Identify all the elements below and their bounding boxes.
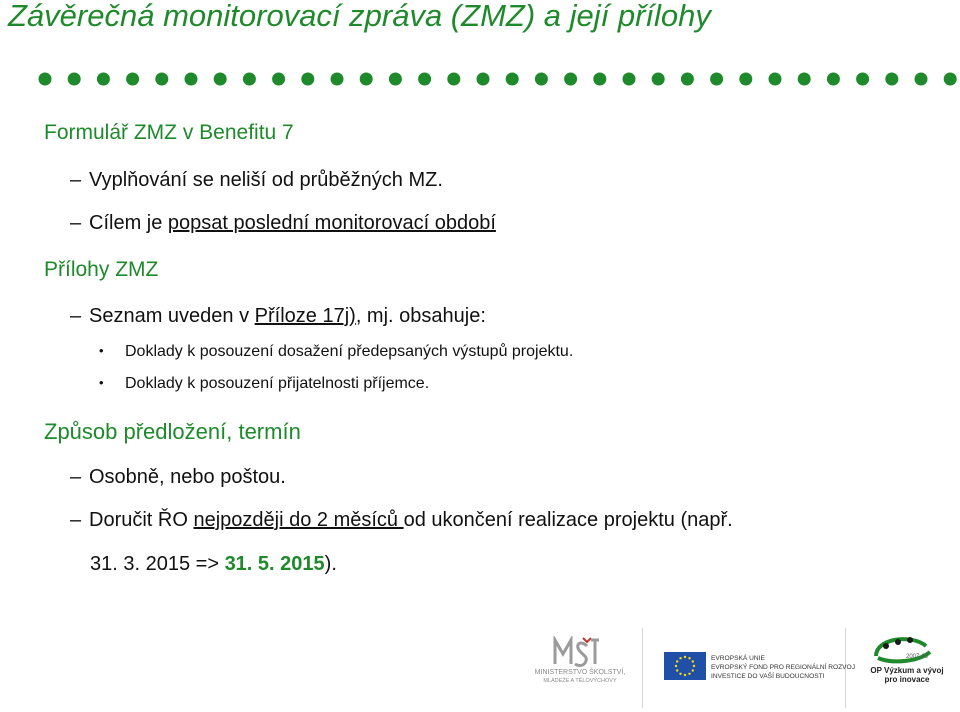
divider-dot [710,73,723,86]
divider-dot [827,73,840,86]
divider-dot [477,73,490,86]
link-priloha-17j[interactable]: Příloze 17j) [254,305,356,327]
dash-marker: – [70,169,82,191]
divider-dot [623,73,636,86]
item-dorucit-continuation: 31. 3. 2015 => 31. 5. 2015). [90,553,337,575]
divider-dot [915,73,928,86]
item-cilem: – Cílem je popsat poslední monitorovací období [70,212,496,234]
divider-dot [652,73,665,86]
dotted-divider [38,71,960,87]
eu-star [692,660,694,662]
eu-star [684,656,686,658]
divider-dot [97,73,110,86]
dash-marker: – [70,305,82,327]
eu-star [675,665,677,667]
divider-dot [301,73,314,86]
item-vyplnovani: – Vyplňování se neliší od průběžných MZ. [70,169,443,191]
footer-separator [642,628,643,708]
item-seznam: – Seznam uveden v Příloze 17j), mj. obsahuje: [70,305,486,327]
dash-marker: – [70,466,82,488]
divider-dot [185,73,198,86]
divider-dot [39,73,52,86]
eu-star [693,665,695,667]
divider-dot [214,73,227,86]
divider-dot [418,73,431,86]
divider-dot [739,73,752,86]
heading-zpusob: Způsob předložení, termín [44,419,301,444]
divider-dot [155,73,168,86]
eu-star [676,669,678,671]
divider-dot [360,73,373,86]
divider-dot [331,73,344,86]
eu-star [676,660,678,662]
divider-dot [885,73,898,86]
eu-star [692,669,694,671]
msmt-caption: MINISTERSTVO ŠKOLSTVÍ, MLÁDEŽE A TĚLOVÝCHOVY [534,669,626,684]
divider-dot [593,73,606,86]
divider-dot [272,73,285,86]
eu-star [679,673,681,675]
divider-dot [68,73,81,86]
eu-star [688,657,690,659]
divider-dot [447,73,460,86]
heading-prilohy: Přílohy ZMZ [44,258,159,281]
bullet-marker: • [99,343,104,358]
divider-dot [944,73,957,86]
eu-star [684,674,686,676]
dash-marker: – [70,212,82,234]
bullet-item: • Doklady k posouzení přijatelnosti příjemce. [99,375,430,392]
eu-star [679,657,681,659]
bullet-marker: • [99,375,104,390]
underlined-deadline: nejpozději do 2 měsíců [193,509,404,531]
bullet-item: • Doklady k posouzení dosažení předepsaných výstupů projektu. [99,343,574,360]
divider-dot [506,73,519,86]
divider-dot [243,73,256,86]
op-vvv-logo-icon [868,630,938,666]
divider-dot [389,73,402,86]
op-badge: 2007-13 [906,654,929,660]
divider-dot [126,73,139,86]
eu-caption: EVROPSKÁ UNIE EVROPSKÝ FOND PRO REGIONÁLNÍ ROZVOJ INVESTICE DO VAŠÍ BUDOUCNOSTI [711,655,855,680]
underlined-goal: popsat poslední monitorovací období [167,212,496,234]
deadline-date: 31. 5. 2015 [224,553,325,575]
divider-dot [681,73,694,86]
item-dorucit: – Doručit ŘO nejpozději do 2 měsíců od ukončení realizace projektu (např. [70,509,733,531]
divider-dot [798,73,811,86]
item-osobne: – Osobně, nebo poštou. [70,466,286,488]
divider-dot [535,73,548,86]
divider-dot [856,73,869,86]
eu-star [688,673,690,675]
heading-formular: Formulář ZMZ v Benefitu 7 [44,121,294,144]
dash-marker: – [70,509,82,531]
op-caption: OP Výzkum a vývoj pro inovace [870,666,944,684]
msmt-monogram-icon [553,636,603,668]
eu-flag-icon [664,652,706,680]
divider-dot [769,73,782,86]
slide-title: Závěrečná monitorovací zpráva (ZMZ) a její přílohy [8,0,711,33]
divider-dot [564,73,577,86]
